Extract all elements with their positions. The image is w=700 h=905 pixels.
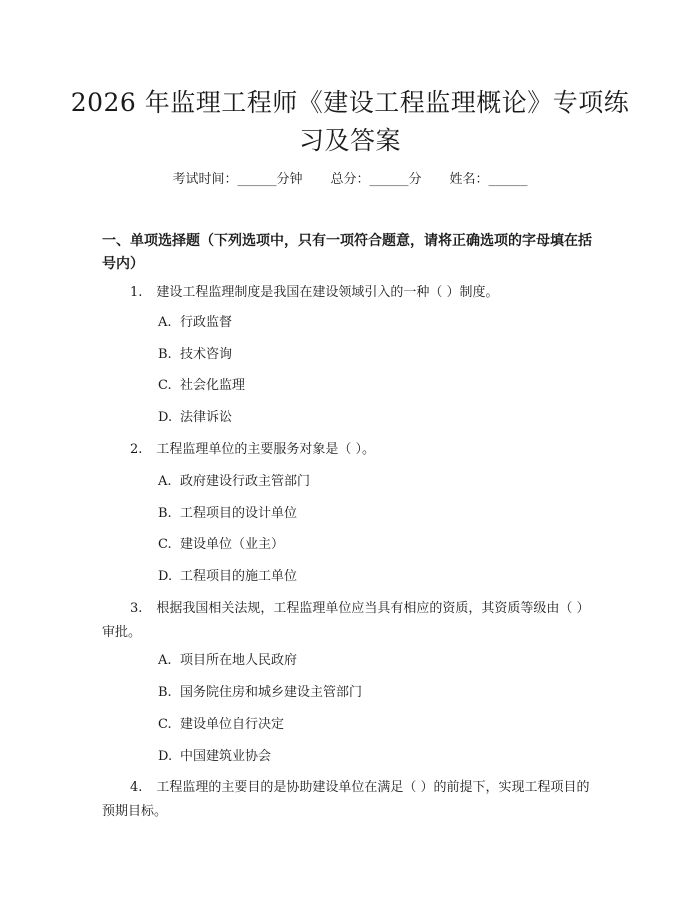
option-letter: D. (158, 569, 173, 584)
question-2 (102, 438, 602, 462)
question-1 (102, 281, 602, 305)
name-field: 姓名：______ (449, 172, 528, 187)
question-number: 3. (130, 601, 143, 616)
question-1-option-a (158, 313, 232, 333)
question-1-option-b (158, 345, 232, 365)
question-1-option-d (158, 408, 232, 428)
question-number: 1. (130, 285, 143, 300)
option-letter: B. (158, 506, 172, 521)
question-2-option-c (158, 535, 284, 555)
exam-meta-line (0, 168, 700, 187)
question-number: 2. (130, 442, 143, 457)
option-text: 建设单位（业主） (180, 537, 285, 552)
option-text: 法律诉讼 (180, 410, 233, 425)
option-letter: C. (158, 378, 172, 393)
option-text: 社会化监理 (180, 378, 246, 393)
question-3-option-a (158, 651, 297, 671)
option-letter: A. (158, 653, 172, 668)
question-2-option-b (158, 504, 297, 524)
option-letter: D. (158, 410, 173, 425)
question-text: 根据我国相关法规，工程监理单位应当具有相应的资质，其资质等级由（ ）审批。 (102, 601, 590, 640)
option-letter: C. (158, 717, 172, 732)
option-letter: B. (158, 347, 172, 362)
option-letter: D. (158, 749, 173, 764)
option-letter: A. (158, 474, 172, 489)
question-4 (102, 776, 602, 824)
option-text: 工程项目的设计单位 (180, 506, 298, 521)
question-text: 工程监理单位的主要服务对象是（ ）。 (156, 442, 376, 457)
question-1-option-c (158, 376, 245, 396)
option-text: 国务院住房和城乡建设主管部门 (180, 685, 363, 700)
option-text: 技术咨询 (180, 347, 233, 362)
question-text: 建设工程监理制度是我国在建设领域引入的一种（ ）制度。 (156, 285, 499, 300)
question-number: 4. (130, 780, 143, 795)
question-2-option-a (158, 472, 310, 492)
question-3-option-c (158, 715, 284, 735)
question-3 (102, 597, 602, 645)
question-text: 工程监理的主要目的是协助建设单位在满足（ ）的前提下，实现工程项目的预期目标。 (102, 780, 590, 819)
question-3-option-b (158, 683, 362, 703)
option-letter: A. (158, 315, 172, 330)
option-letter: B. (158, 685, 172, 700)
section-heading: 一、单项选择题（下列选项中，只有一项符合题意，请将正确选项的字母填在括号内） (102, 233, 592, 272)
document-title: 2026 年监理工程师《建设工程监理概论》专项练习及答案 (70, 88, 630, 155)
option-letter: C. (158, 537, 172, 552)
option-text: 政府建设行政主管部门 (180, 474, 311, 489)
option-text: 中国建筑业协会 (180, 749, 272, 764)
exam-time-field: 考试时间：______分钟 (172, 172, 303, 187)
option-text: 工程项目的施工单位 (180, 569, 298, 584)
option-text: 建设单位自行决定 (180, 717, 285, 732)
option-text: 行政监督 (180, 315, 233, 330)
total-score-field: 总分：______分 (330, 172, 422, 187)
option-text: 项目所在地人民政府 (180, 653, 298, 668)
question-2-option-d (158, 567, 297, 587)
question-3-option-d (158, 747, 271, 767)
